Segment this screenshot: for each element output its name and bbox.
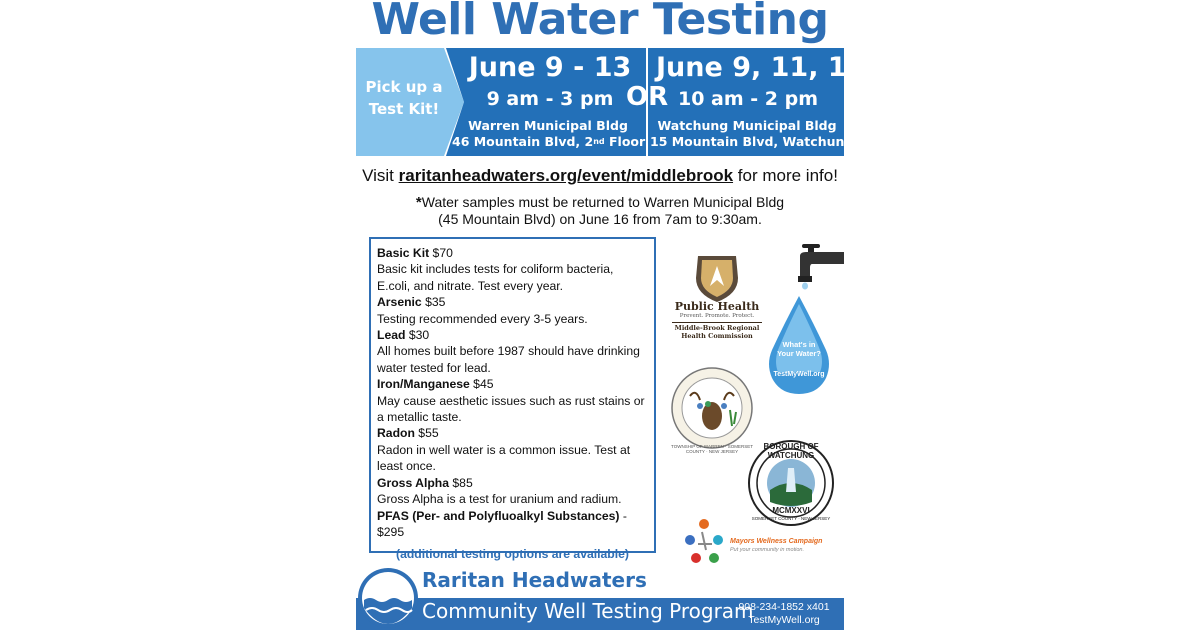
mayors-wellness-name: Mayors Wellness Campaign <box>730 538 823 545</box>
test-name: PFAS (Per- and Polyfluoalkyl Substances) <box>377 508 620 523</box>
public-health-org: Middle-Brook Regional Health Commission <box>672 322 762 340</box>
test-description: Gross Alpha is a test for uranium and radium. <box>377 492 622 507</box>
warren-address: 46 Mountain Blvd, 2nd Floor <box>452 134 646 149</box>
event-link[interactable]: raritanheadwaters.org/event/middlebrook <box>398 166 734 185</box>
mayors-wellness-tagline: Put your community in motion. <box>730 547 804 553</box>
test-heading <box>377 425 648 441</box>
pickup-label <box>358 76 450 120</box>
warren-seal-icon <box>670 366 754 450</box>
watchung-place-name: Watchung Municipal Bldg <box>657 118 837 133</box>
test-heading <box>377 327 648 343</box>
footer-subtitle: Community Well Testing Program <box>422 599 754 623</box>
pickup-line-2: Test Kit! <box>368 100 440 118</box>
test-description: May cause aesthetic issues such as rust stains or a metallic taste. <box>377 393 645 425</box>
test-name: Basic Kit <box>377 246 430 260</box>
test-price: $45 <box>469 377 494 392</box>
test-item <box>377 475 648 508</box>
test-heading <box>377 508 648 541</box>
watchung-seal-year: MCMXXVI <box>772 506 810 515</box>
flyer-title: Well Water Testing <box>371 0 829 45</box>
watchung-seal-top: BOROUGH OF WATCHUNG <box>763 442 819 460</box>
warren-time: 9 am - 3 pm <box>486 88 614 110</box>
faucet-icon <box>792 242 844 290</box>
testmywell-drop <box>766 294 832 396</box>
test-heading <box>377 245 648 261</box>
note-line-1: Water samples must be returned to Warren Municipal Bldg <box>421 194 785 210</box>
public-health-tagline: Prevent. Promote. Protect. <box>679 313 755 319</box>
watchung-place <box>650 118 854 150</box>
or-label: OR <box>626 82 669 112</box>
footer-site[interactable]: TestMyWell.org <box>748 614 820 626</box>
footer-contact <box>728 601 840 627</box>
watchung-time: 10 am - 2 pm <box>677 88 819 110</box>
test-description: Radon in well water is a common issue. Test at least once. <box>377 442 631 474</box>
test-name: Arsenic <box>377 295 422 310</box>
watchung-date: June 9, 11, 13 <box>656 52 866 83</box>
watchung-seal-bottom: SOMERSET COUNTY · NEW JERSEY <box>751 516 831 521</box>
flyer <box>356 0 866 630</box>
footer <box>356 566 844 630</box>
test-name: Lead <box>377 328 406 343</box>
pickup-banner <box>356 48 866 156</box>
warren-place <box>452 118 644 150</box>
test-name: Radon <box>377 426 415 441</box>
pickup-line-1: Pick up a <box>365 78 443 96</box>
test-heading <box>377 376 648 392</box>
warren-seal-text: TOWNSHIP OF WARREN · SOMERSET COUNTY · NEW JERSEY <box>671 444 753 454</box>
visit-line: Visit raritanheadwaters.org/event/middlebrook for more info! <box>362 166 838 185</box>
test-description: Testing recommended every 3-5 years. <box>377 311 588 326</box>
test-item <box>377 425 648 474</box>
raritan-headwaters-logo-icon <box>356 566 422 630</box>
test-heading <box>377 475 648 491</box>
test-description: All homes built before 1987 should have drinking water tested for lead. <box>377 344 640 375</box>
warren-date: June 9 - 13 <box>468 52 632 83</box>
watchung-address: 15 Mountain Blvd, Watchung <box>650 134 854 149</box>
test-price: $85 <box>449 475 473 490</box>
test-item <box>377 327 648 376</box>
test-price: $70 <box>429 246 453 260</box>
test-item <box>377 245 648 294</box>
public-health-name: Public Health <box>674 300 760 313</box>
test-price: $35 <box>421 295 446 310</box>
test-item <box>377 376 648 425</box>
test-price: $55 <box>414 426 439 441</box>
footer-title: Raritan Headwaters <box>422 568 647 592</box>
warren-seal <box>670 366 754 454</box>
public-health-logo <box>672 250 762 342</box>
test-description: Basic kit includes tests for coliform bacteria, E.coli, and nitrate. Test every year. <box>377 262 614 293</box>
test-item <box>377 294 648 327</box>
test-name: Gross Alpha <box>377 475 450 490</box>
test-price: - $295 <box>377 508 627 539</box>
drop-site: TestMyWell.org <box>773 371 825 378</box>
test-price-list <box>369 237 656 562</box>
footer-phone: 908-234-1852 x401 <box>738 601 830 613</box>
warren-place-name: Warren Municipal Bldg <box>468 118 628 133</box>
note-line-2: (45 Mountain Blvd) on June 16 from 7am to 9:30am. <box>438 211 762 227</box>
return-note <box>386 194 814 227</box>
test-name: Iron/Manganese <box>377 377 470 392</box>
note-asterisk: * <box>415 194 422 211</box>
additional-options: (additional testing options are available) <box>396 547 629 562</box>
test-item <box>377 508 648 541</box>
tests-list <box>377 245 648 540</box>
drop-text: What's in Your Water? <box>777 340 821 358</box>
test-price: $30 <box>405 328 430 343</box>
test-heading <box>377 294 648 310</box>
